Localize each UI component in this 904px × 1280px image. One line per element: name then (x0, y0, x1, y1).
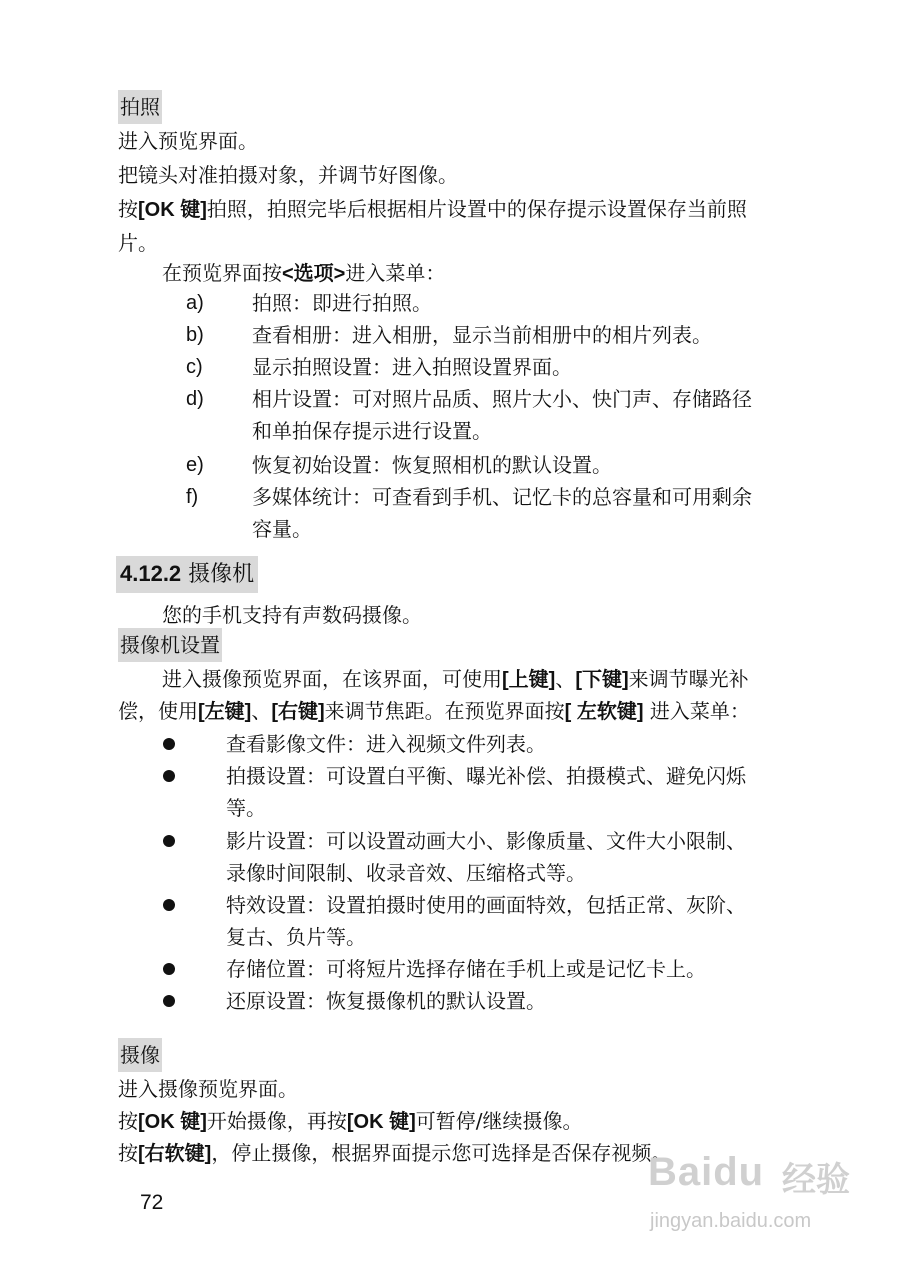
list-item: 相片设置：可对照片品质、照片大小、快门声、存储路径 (252, 387, 752, 411)
bullet-dot (163, 963, 175, 975)
page-number: 72 (140, 1191, 164, 1214)
record-step-3: 按[右软键]，停止摄像，根据界面提示您可选择是否保存视频。 (118, 1141, 672, 1165)
bullet-dot (163, 835, 175, 847)
camcorder-settings-title-line (118, 628, 818, 662)
list-item-label: c) (186, 356, 203, 378)
record-title: 摄像 (118, 1038, 162, 1072)
list-item: 多媒体统计：可查看到手机、记忆卡的总容量和可用剩余 (252, 485, 752, 509)
list-item: 查看相册：进入相册，显示当前相册中的相片列表。 (252, 323, 712, 347)
section-number: 4.12.2 (120, 561, 182, 586)
watermark-url: jingyan.baidu.com (650, 1210, 812, 1232)
bullet-item: 拍摄设置：可设置白平衡、曝光补偿、拍摄模式、避免闪烁 (226, 764, 746, 788)
bullet-item-cont: 复古、负片等。 (226, 925, 366, 949)
photo-menu-intro: 在预览界面按<选项>进入菜单： (162, 261, 446, 285)
options-key: <选项> (282, 263, 346, 285)
record-step-2: 按[OK 键]开始摄像，再按[OK 键]可暂停/继续摄像。 (118, 1109, 583, 1133)
watermark-cn: 经验 (782, 1160, 850, 1200)
list-item-label: e) (186, 454, 204, 476)
list-item: 显示拍照设置：进入拍照设置界面。 (252, 355, 572, 379)
bullet-item: 存储位置：可将短片选择存储在手机上或是记忆卡上。 (226, 957, 706, 981)
bullet-dot (163, 995, 175, 1007)
camcorder-settings-title: 摄像机设置 (118, 628, 222, 662)
section-intro: 您的手机支持有声数码摄像。 (162, 603, 422, 627)
ok-key: [OK 键] (138, 1111, 207, 1133)
list-item-label: a) (186, 292, 204, 314)
bullet-item: 还原设置：恢复摄像机的默认设置。 (226, 989, 546, 1013)
down-key: [下键] (575, 669, 629, 691)
bullet-item-cont: 录像时间限制、收录音效、压缩格式等。 (226, 861, 586, 885)
bullet-item-cont: 等。 (226, 796, 266, 820)
ok-key: [OK 键] (346, 1111, 416, 1133)
list-item-label: f) (186, 486, 199, 508)
bullet-dot (163, 738, 175, 750)
section-title: 摄像机 (188, 562, 255, 587)
left-softkey: [ 左软键] (564, 701, 644, 723)
record-title-line (118, 1038, 818, 1072)
photo-step-1: 进入预览界面。 (118, 129, 258, 153)
ok-key: [OK 键] (138, 199, 207, 221)
list-item: 拍照：即进行拍照。 (252, 291, 432, 315)
photo-step-2: 把镜头对准拍摄对象，并调节好图像。 (118, 163, 458, 187)
list-item: 恢复初始设置：恢复照相机的默认设置。 (252, 453, 612, 477)
bullet-item: 特效设置：设置拍摄时使用的画面特效，包括正常、灰阶、 (226, 893, 746, 917)
section-heading (116, 556, 258, 593)
watermark (648, 1150, 868, 1260)
bullet-dot (163, 770, 175, 782)
list-item-cont: 和单拍保存提示进行设置。 (252, 419, 492, 443)
list-item-label: b) (186, 324, 204, 346)
up-key: [上键] (502, 669, 556, 691)
right-key: [右键] (271, 701, 325, 723)
camcorder-settings-line-2: 偿，使用[左键]、[右键]来调节焦距。在预览界面按[ 左软键] 进入菜单： (118, 699, 750, 723)
camcorder-settings-line-1: 进入摄像预览界面，在该界面，可使用[上键]、[下键]来调节曝光补 (162, 667, 749, 691)
bullet-item: 影片设置：可以设置动画大小、影像质量、文件大小限制、 (226, 829, 746, 853)
photo-step-3: 按[OK 键]拍照，拍照完毕后根据相片设置中的保存提示设置保存当前照 (118, 197, 747, 221)
photo-title-line (118, 90, 818, 124)
watermark-logo: Baidu (648, 1150, 765, 1194)
left-key: [左键] (198, 701, 252, 723)
bullet-item: 查看影像文件：进入视频文件列表。 (226, 732, 546, 756)
list-item-cont: 容量。 (252, 517, 312, 541)
photo-step-3-cont: 片。 (118, 231, 158, 255)
record-step-1: 进入摄像预览界面。 (118, 1077, 298, 1101)
list-item-label: d) (186, 388, 204, 410)
photo-title: 拍照 (118, 90, 162, 124)
right-softkey: [右软键] (138, 1143, 212, 1165)
bullet-dot (163, 899, 175, 911)
